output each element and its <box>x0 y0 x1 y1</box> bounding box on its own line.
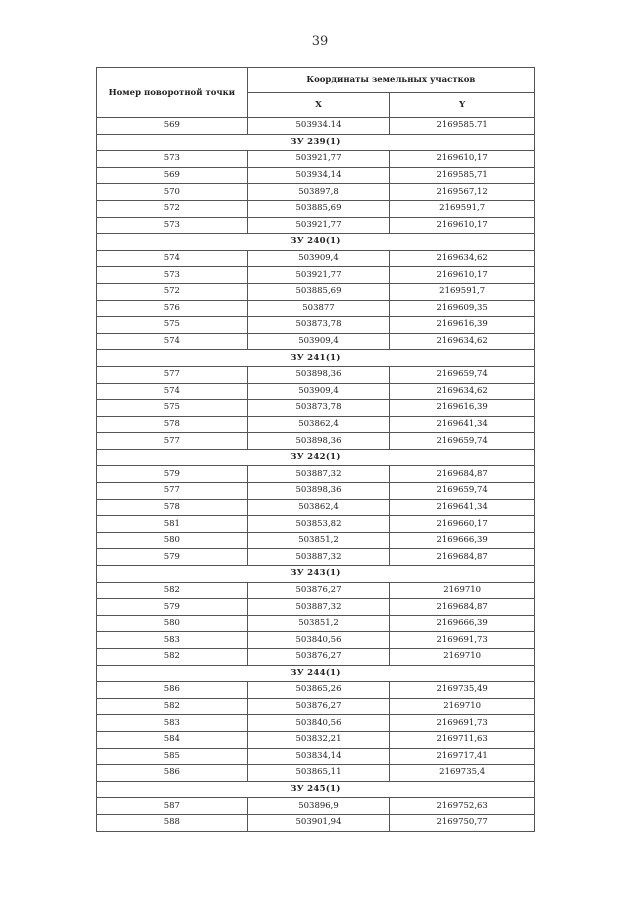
table-row <box>97 582 535 599</box>
table-row <box>97 814 535 831</box>
y-coordinate-cell: 2169710 <box>390 582 535 599</box>
table-row <box>97 217 535 234</box>
table-row <box>97 267 535 284</box>
coordinates-table <box>96 67 535 832</box>
table-row <box>97 383 535 400</box>
point-number-cell: 583 <box>97 632 248 649</box>
y-coordinate-cell: 2169634,62 <box>390 333 535 350</box>
point-number-cell: 576 <box>97 300 248 317</box>
y-coordinate-cell: 2169616,39 <box>390 317 535 334</box>
x-coordinate-cell: 503876,27 <box>247 649 390 666</box>
y-coordinate-cell: 2169585,71 <box>390 167 535 184</box>
x-coordinate-cell: 503887,32 <box>247 466 390 483</box>
point-number-cell: 588 <box>97 814 248 831</box>
table-row <box>97 200 535 217</box>
x-coordinate-cell: 503909,4 <box>247 383 390 400</box>
x-coordinate-cell: 503898,36 <box>247 483 390 500</box>
point-number-cell: 574 <box>97 333 248 350</box>
point-number-cell: 579 <box>97 466 248 483</box>
section-label: ЗУ 243(1) <box>97 566 535 583</box>
point-number-cell: 575 <box>97 400 248 417</box>
point-number-cell: 586 <box>97 682 248 699</box>
point-number-cell: 581 <box>97 516 248 533</box>
point-number-cell: 577 <box>97 483 248 500</box>
y-coordinate-cell: 2169717,41 <box>390 748 535 765</box>
table-row <box>97 118 535 135</box>
point-number-cell: 580 <box>97 532 248 549</box>
x-coordinate-cell: 503901,94 <box>247 814 390 831</box>
table-row <box>97 300 535 317</box>
x-coordinate-cell: 503921,77 <box>247 151 390 168</box>
section-row <box>97 449 535 466</box>
x-coordinate-cell: 503887,32 <box>247 599 390 616</box>
table-row <box>97 167 535 184</box>
y-coordinate-cell: 2169666,39 <box>390 532 535 549</box>
table-row <box>97 715 535 732</box>
x-coordinate-cell: 503909,4 <box>247 333 390 350</box>
x-coordinate-cell: 503851,2 <box>247 615 390 632</box>
table-row <box>97 433 535 450</box>
y-coordinate-cell: 2169710 <box>390 649 535 666</box>
table-row <box>97 516 535 533</box>
x-coordinate-cell: 503853,82 <box>247 516 390 533</box>
header-y: Y <box>390 93 535 118</box>
table-row <box>97 366 535 383</box>
table-row <box>97 333 535 350</box>
y-coordinate-cell: 2169591,7 <box>390 200 535 217</box>
section-label: ЗУ 242(1) <box>97 449 535 466</box>
y-coordinate-cell: 2169610,17 <box>390 267 535 284</box>
point-number-cell: 582 <box>97 698 248 715</box>
point-number-cell: 569 <box>97 167 248 184</box>
point-number-cell: 582 <box>97 649 248 666</box>
y-coordinate-cell: 2169641,34 <box>390 416 535 433</box>
y-coordinate-cell: 2169634,62 <box>390 383 535 400</box>
header-coordinates: Координаты земельных участков <box>247 68 534 93</box>
point-number-cell: 586 <box>97 765 248 782</box>
table-row <box>97 400 535 417</box>
x-coordinate-cell: 503885,69 <box>247 200 390 217</box>
x-coordinate-cell: 503832,21 <box>247 731 390 748</box>
header-x: X <box>247 93 390 118</box>
x-coordinate-cell: 503921,77 <box>247 217 390 234</box>
table-row <box>97 731 535 748</box>
point-number-cell: 574 <box>97 383 248 400</box>
y-coordinate-cell: 2169735,49 <box>390 682 535 699</box>
y-coordinate-cell: 2169585.71 <box>390 118 535 135</box>
table-row <box>97 416 535 433</box>
y-coordinate-cell: 2169634,62 <box>390 250 535 267</box>
table-row <box>97 698 535 715</box>
x-coordinate-cell: 503862,4 <box>247 416 390 433</box>
point-number-cell: 570 <box>97 184 248 201</box>
table-row <box>97 649 535 666</box>
y-coordinate-cell: 2169750,77 <box>390 814 535 831</box>
point-number-cell: 572 <box>97 283 248 300</box>
point-number-cell: 573 <box>97 217 248 234</box>
table-row <box>97 798 535 815</box>
x-coordinate-cell: 503934,14 <box>247 167 390 184</box>
x-coordinate-cell: 503885,69 <box>247 283 390 300</box>
y-coordinate-cell: 2169591,7 <box>390 283 535 300</box>
x-coordinate-cell: 503921,77 <box>247 267 390 284</box>
table-row <box>97 682 535 699</box>
x-coordinate-cell: 503834,14 <box>247 748 390 765</box>
table-row <box>97 632 535 649</box>
table-row <box>97 317 535 334</box>
table-row <box>97 283 535 300</box>
point-number-cell: 585 <box>97 748 248 765</box>
y-coordinate-cell: 2169659,74 <box>390 366 535 383</box>
point-number-cell: 577 <box>97 433 248 450</box>
point-number-cell: 577 <box>97 366 248 383</box>
section-label: ЗУ 240(1) <box>97 234 535 251</box>
table-body <box>97 118 535 832</box>
x-coordinate-cell: 503840,56 <box>247 632 390 649</box>
point-number-cell: 582 <box>97 582 248 599</box>
point-number-cell: 572 <box>97 200 248 217</box>
y-coordinate-cell: 2169616,39 <box>390 400 535 417</box>
x-coordinate-cell: 503898,36 <box>247 366 390 383</box>
y-coordinate-cell: 2169684,87 <box>390 466 535 483</box>
x-coordinate-cell: 503865,11 <box>247 765 390 782</box>
section-label: ЗУ 245(1) <box>97 781 535 798</box>
table-row <box>97 466 535 483</box>
y-coordinate-cell: 2169691,73 <box>390 715 535 732</box>
y-coordinate-cell: 2169567,12 <box>390 184 535 201</box>
point-number-cell: 584 <box>97 731 248 748</box>
section-row <box>97 566 535 583</box>
x-coordinate-cell: 503898,36 <box>247 433 390 450</box>
y-coordinate-cell: 2169691,73 <box>390 632 535 649</box>
table-row <box>97 549 535 566</box>
y-coordinate-cell: 2169610,17 <box>390 217 535 234</box>
x-coordinate-cell: 503897,8 <box>247 184 390 201</box>
y-coordinate-cell: 2169684,87 <box>390 599 535 616</box>
section-row <box>97 781 535 798</box>
y-coordinate-cell: 2169660,17 <box>390 516 535 533</box>
section-row <box>97 665 535 682</box>
x-coordinate-cell: 503865,26 <box>247 682 390 699</box>
point-number-cell: 575 <box>97 317 248 334</box>
point-number-cell: 578 <box>97 499 248 516</box>
y-coordinate-cell: 2169735,4 <box>390 765 535 782</box>
x-coordinate-cell: 503876,27 <box>247 582 390 599</box>
table-row <box>97 499 535 516</box>
section-label: ЗУ 244(1) <box>97 665 535 682</box>
point-number-cell: 579 <box>97 599 248 616</box>
table-row <box>97 483 535 500</box>
point-number-cell: 580 <box>97 615 248 632</box>
y-coordinate-cell: 2169641,34 <box>390 499 535 516</box>
section-row <box>97 350 535 367</box>
y-coordinate-cell: 2169659,74 <box>390 433 535 450</box>
point-number-cell: 579 <box>97 549 248 566</box>
point-number-cell: 574 <box>97 250 248 267</box>
header-point-number: Номер поворотной точки <box>97 68 248 118</box>
x-coordinate-cell: 503887,32 <box>247 549 390 566</box>
point-number-cell: 578 <box>97 416 248 433</box>
x-coordinate-cell: 503876,27 <box>247 698 390 715</box>
point-number-cell: 573 <box>97 267 248 284</box>
y-coordinate-cell: 2169659,74 <box>390 483 535 500</box>
section-row <box>97 134 535 151</box>
y-coordinate-cell: 2169711,63 <box>390 731 535 748</box>
page-number: 39 <box>311 34 329 49</box>
x-coordinate-cell: 503896,9 <box>247 798 390 815</box>
point-number-cell: 583 <box>97 715 248 732</box>
table-row <box>97 250 535 267</box>
x-coordinate-cell: 503934.14 <box>247 118 390 135</box>
y-coordinate-cell: 2169609,35 <box>390 300 535 317</box>
y-coordinate-cell: 2169666,39 <box>390 615 535 632</box>
y-coordinate-cell: 2169684,87 <box>390 549 535 566</box>
y-coordinate-cell: 2169710 <box>390 698 535 715</box>
table-row <box>97 151 535 168</box>
section-label: ЗУ 241(1) <box>97 350 535 367</box>
section-label: ЗУ 239(1) <box>97 134 535 151</box>
x-coordinate-cell: 503877 <box>247 300 390 317</box>
x-coordinate-cell: 503873,78 <box>247 400 390 417</box>
x-coordinate-cell: 503851,2 <box>247 532 390 549</box>
y-coordinate-cell: 2169752,63 <box>390 798 535 815</box>
point-number-cell: 569 <box>97 118 248 135</box>
x-coordinate-cell: 503862,4 <box>247 499 390 516</box>
y-coordinate-cell: 2169610,17 <box>390 151 535 168</box>
section-row <box>97 234 535 251</box>
table-row <box>97 748 535 765</box>
table-row <box>97 615 535 632</box>
point-number-cell: 573 <box>97 151 248 168</box>
x-coordinate-cell: 503840,56 <box>247 715 390 732</box>
table-row <box>97 184 535 201</box>
table-row <box>97 765 535 782</box>
point-number-cell: 587 <box>97 798 248 815</box>
x-coordinate-cell: 503873,78 <box>247 317 390 334</box>
table-row <box>97 599 535 616</box>
x-coordinate-cell: 503909,4 <box>247 250 390 267</box>
table-row <box>97 532 535 549</box>
